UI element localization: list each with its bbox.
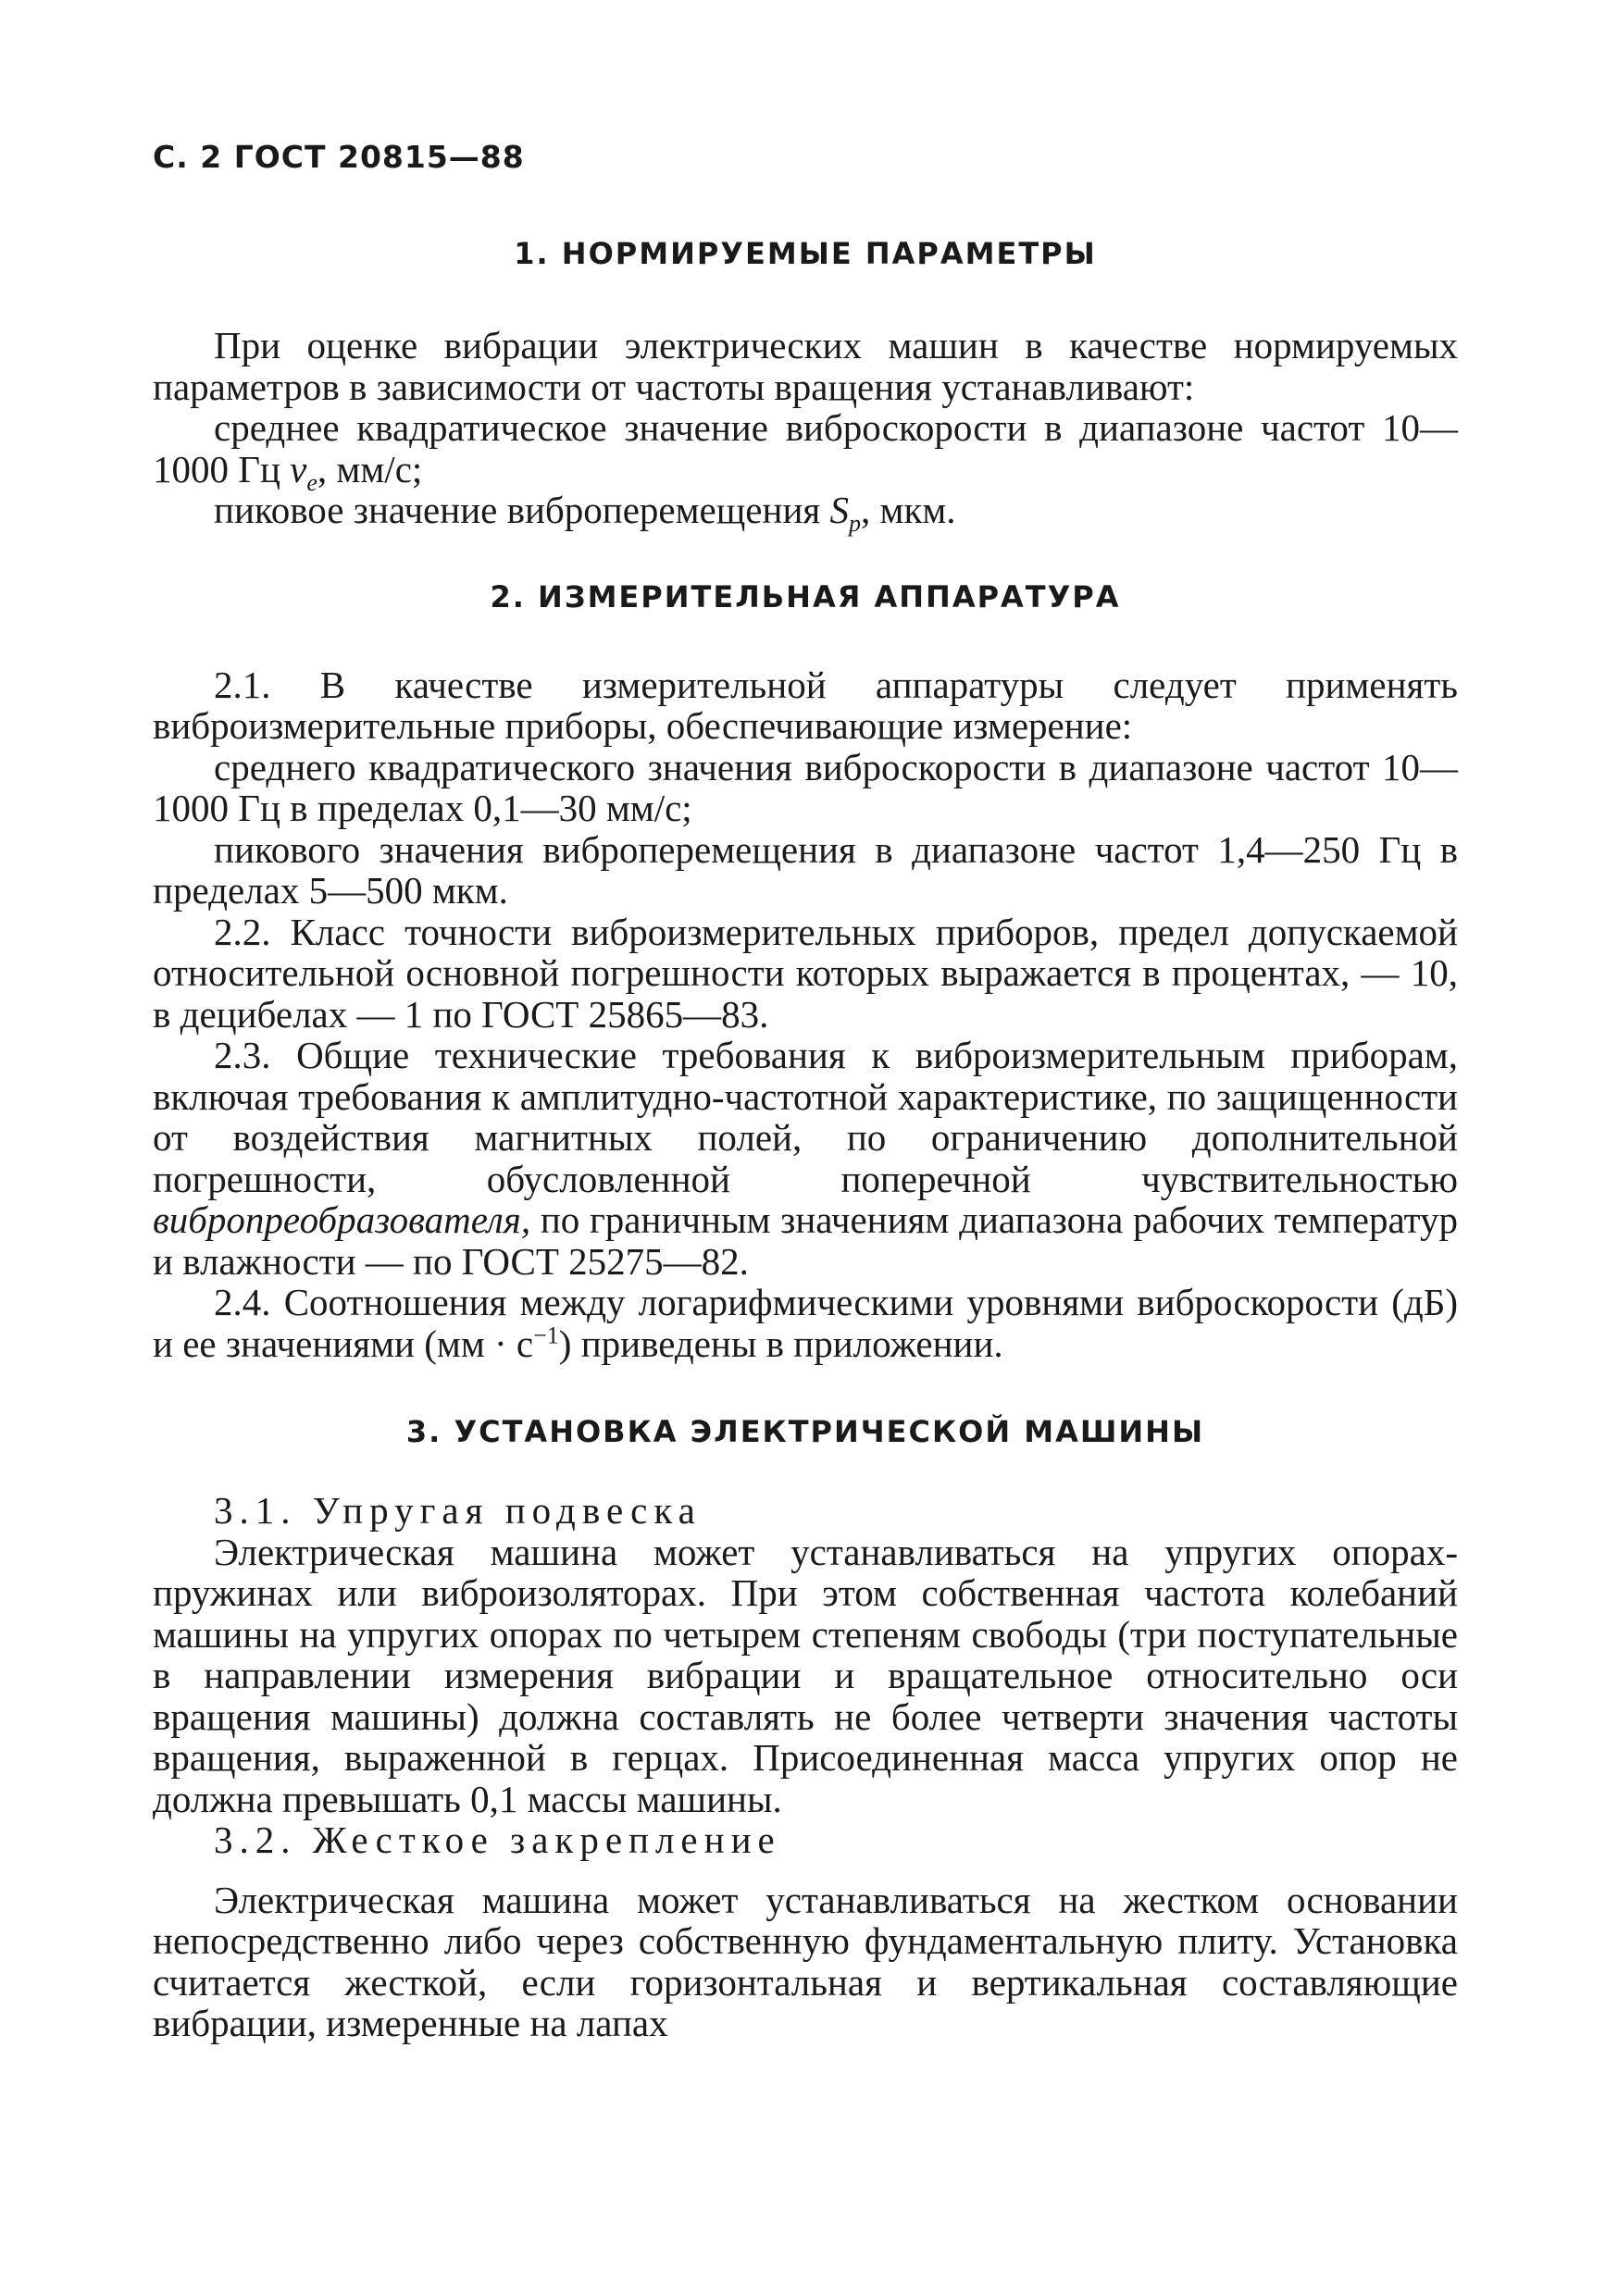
subsection-3-1-title: 3.1. Упругая подвеска: [214, 1489, 702, 1532]
item-velocity-unit: , мм/с;: [317, 447, 423, 490]
paragraph-2-4-end: ) приведены в приложении.: [558, 1322, 1003, 1365]
running-header: С. 2 ГОСТ 20815—88: [153, 139, 525, 175]
section-2-title: 2. ИЗМЕРИТЕЛЬНАЯ АППАРАТУРА: [490, 578, 1121, 614]
section-1-title: 1. НОРМИРУЕМЫЕ ПАРАМЕТРЫ: [514, 236, 1097, 271]
paragraph-2-4-start: 2.4. Соотношения между логарифмическими уровнями виброскорости (дБ) и ее значениями (мм · с: [153, 1281, 1458, 1365]
paragraph-2-3-start: 2.3. Общие технические требования к виброизмерительным приборам, включая требования к амплитудно-частотной характеристике, по защищенности от воздействия магнитных полей, по ограничению дополнительной погрешности, обусловленной поперечной чувствительностью: [153, 1034, 1458, 1200]
paragraph-2-1-b: пикового значения виброперемещения в диапазоне частот 1,4—250 Гц в пределах 5—500 мкм.: [153, 827, 1458, 912]
paragraph-2-3: [153, 1035, 1458, 1282]
paragraph-2-1-a: среднего квадратического значения виброскорости в диапазоне частот 10—1000 Гц в пределах 0,1—30 мм/с;: [153, 745, 1458, 829]
paragraph-2-4: [153, 1282, 1458, 1364]
paragraph-3-2: Электрическая машина может устанавливаться на жестком основании непосредственно либо через собственную фундаментальную плиту. Установка считается жесткой, если горизонтальная и вертикальная составляющие вибрации, измеренные на лапах: [153, 1878, 1458, 2044]
item-velocity-text: среднее квадратическое значение виброскорости в диапазоне частот 10—1000 Гц: [153, 406, 1458, 490]
symbol-s-sub: p: [849, 510, 861, 538]
paragraph-3-1: Электрическая машина может устанавливаться на упругих опорах-пружинах или виброизоляторах. При этом собственная частота колебаний машины на упругих опорах по четырем степеням свободы (три поступательные в направлении измерения вибрации и вращательное относительно оси вращения машины) должна составлять не более четверти значения частоты вращения, выраженной в герцах. Присоединенная масса упругих опор не должна превышать 0,1 массы машины.: [153, 1530, 1458, 1820]
symbol-v: v: [290, 447, 307, 490]
section-1-item-velocity: [153, 406, 1458, 496]
paragraph-2-3-italic: вибропреобразователя,: [153, 1198, 531, 1241]
section-3-title: 3. УСТАНОВКА ЭЛЕКТРИЧЕСКОЙ МАШИНЫ: [405, 1414, 1205, 1449]
symbol-s: S: [829, 489, 849, 531]
paragraph-2-3-end: по граничным значениям диапазона рабочих температур и влажности — по ГОСТ 25275—82.: [153, 1198, 1458, 1283]
section-1-intro: При оценке вибрации электрических машин в качестве нормируемых параметров в зависимости от частоты вращения устанавливают:: [153, 324, 1458, 408]
subsection-3-2-title: 3.2. Жесткое закрепление: [214, 1818, 781, 1861]
symbol-v-sub: e: [306, 468, 317, 496]
paragraph-2-4-sup: −1: [533, 1321, 559, 1348]
section-1-item-displacement: [153, 489, 1458, 538]
paragraph-2-2: 2.2. Класс точности виброизмерительных приборов, предел допускаемой относительной основной погрешности которых выражается в процентах, — 10, в децибелах — 1 по ГОСТ 25865—83.: [153, 910, 1458, 1036]
paragraph-2-1: 2.1. В качестве измерительной аппаратуры следует применять виброизмерительные приборы, обеспечивающие измерение:: [153, 663, 1458, 747]
item-displacement-text: пиковое значение виброперемещения: [214, 489, 830, 531]
item-displacement-unit: , мкм.: [861, 489, 956, 531]
page-content: [153, 236, 1458, 2044]
